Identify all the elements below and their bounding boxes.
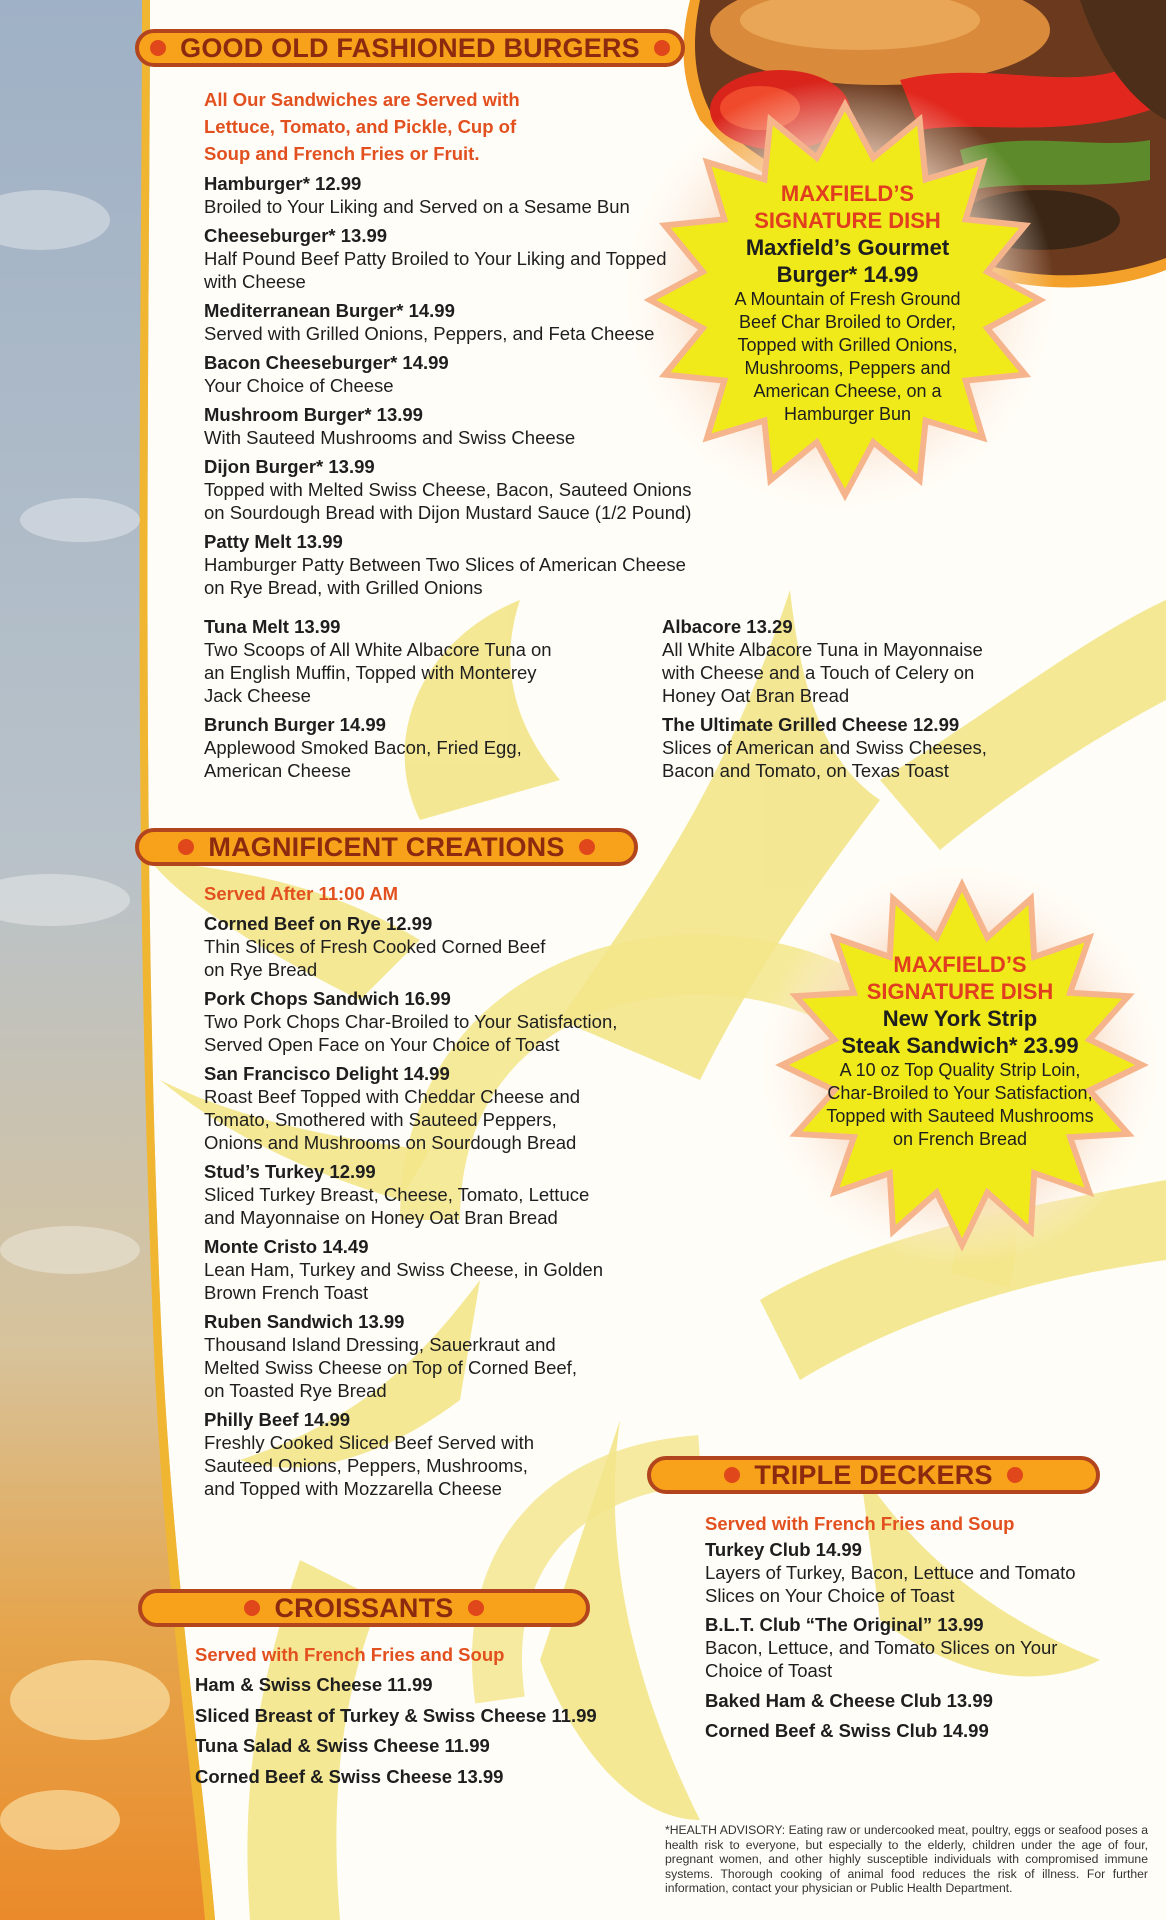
bullet-dot-icon bbox=[1007, 1467, 1023, 1483]
menu-item: Dijon Burger* 13.99 Topped with Melted Swiss Cheese, Bacon, Sauteed Onions on Sourdough Bread with Dijon Mustard Sauce (1/2 Pound) bbox=[204, 456, 692, 523]
bullet-dot-icon bbox=[654, 40, 670, 56]
burgers-subtitle: All Our Sandwiches are Served with Lettuce, Tomato, and Pickle, Cup of Soup and French Fries or Fruit. bbox=[204, 89, 520, 164]
menu-item: Turkey Club 14.99 Layers of Turkey, Bacon, Lettuce and Tomato Slices on Your Choice of Toast bbox=[705, 1539, 1076, 1606]
triple-deckers-banner bbox=[647, 1456, 1100, 1494]
menu-item: Monte Cristo 14.49 Lean Ham, Turkey and Swiss Cheese, in Golden Brown French Toast bbox=[204, 1236, 603, 1303]
menu-item: Corned Beef & Swiss Club 14.99 bbox=[705, 1720, 989, 1741]
bullet-dot-icon bbox=[579, 839, 595, 855]
menu-item: Ham & Swiss Cheese 11.99 bbox=[195, 1674, 433, 1695]
croissants-title: CROISSANTS bbox=[274, 1592, 454, 1623]
signature-dish-burger: MAXFIELD’S SIGNATURE DISH Maxfield’s Gourmet Burger* 14.99 A Mountain of Fresh Ground Beef Char Broiled to Order, Topped with Grilled Onions, Mushrooms, Peppers and American Cheese, on a Hamburger Bun bbox=[734, 181, 961, 424]
creations-subtitle: Served After 11:00 AM bbox=[204, 883, 398, 904]
croissants-banner bbox=[138, 1589, 590, 1627]
menu-item: B.L.T. Club “The Original” 13.99 Bacon, Lettuce, and Tomato Slices on Your Choice of Toast bbox=[705, 1614, 1058, 1681]
triple-deckers-section bbox=[705, 1510, 1135, 1749]
bullet-dot-icon bbox=[150, 40, 166, 56]
bullet-dot-icon bbox=[468, 1600, 484, 1616]
menu-item: Mushroom Burger* 13.99 With Sauteed Mushrooms and Swiss Cheese bbox=[204, 404, 576, 448]
croissants-subtitle: Served with French Fries and Soup bbox=[195, 1644, 505, 1665]
menu-item: Corned Beef on Rye 12.99 Thin Slices of Fresh Cooked Corned Beef on Rye Bread bbox=[204, 913, 546, 980]
burgers-title: GOOD OLD FASHIONED BURGERS bbox=[180, 32, 640, 63]
bullet-dot-icon bbox=[244, 1600, 260, 1616]
menu-item: Baked Ham & Cheese Club 13.99 bbox=[705, 1690, 993, 1711]
burgers-right-column bbox=[662, 616, 1102, 789]
menu-item: Sliced Breast of Turkey & Swiss Cheese 11.99 bbox=[195, 1704, 597, 1726]
health-advisory: *HEALTH ADVISORY: Eating raw or undercooked meat, poultry, eggs or seafood poses a health risk to everyone, but especially to the elderly, children under the age of four, pregnant women, and other highly susceptible individuals with compromised immune systems. Thorough cooking of animal food reduces the risk of illness. For further information, contact your physician or Public Health Department. bbox=[665, 1823, 1148, 1895]
bullet-dot-icon bbox=[724, 1467, 740, 1483]
menu-item: Cheeseburger* 13.99 Half Pound Beef Patty Broiled to Your Liking and Topped with Cheese bbox=[204, 225, 667, 292]
triple-deckers-title: TRIPLE DECKERS bbox=[754, 1459, 993, 1490]
menu-item: The Ultimate Grilled Cheese 12.99 Slices of American and Swiss Cheeses, Bacon and Tomato, on Texas Toast bbox=[662, 714, 987, 781]
signature-dish-steak: MAXFIELD’S SIGNATURE DISH New York Strip Steak Sandwich* 23.99 A 10 oz Top Quality Strip Loin, Char-Broiled to Your Satisfaction, Topped with Sauteed Mushrooms on French Bread bbox=[826, 952, 1094, 1149]
menu-item: Stud’s Turkey 12.99 Sliced Turkey Breast, Cheese, Tomato, Lettuce and Mayonnaise on Honey Oat Bran Bread bbox=[204, 1161, 590, 1228]
triple-deckers-subtitle: Served with French Fries and Soup bbox=[705, 1513, 1015, 1534]
menu-item: Pork Chops Sandwich 16.99 Two Pork Chops Char-Broiled to Your Satisfaction, Served Open Face on Your Choice of Toast bbox=[204, 988, 618, 1055]
croissants-section bbox=[195, 1641, 655, 1792]
menu-item: Patty Melt 13.99 Hamburger Patty Between Two Slices of American Cheese on Rye Bread, with Grilled Onions bbox=[204, 531, 686, 598]
menu-item: Mediterranean Burger* 14.99 Served with Grilled Onions, Peppers, and Feta Cheese bbox=[204, 300, 655, 344]
creations-section bbox=[204, 880, 664, 1507]
menu-item: Ruben Sandwich 13.99 Thousand Island Dressing, Sauerkraut and Melted Swiss Cheese on Top of Corned Beef, on Toasted Rye Bread bbox=[204, 1311, 577, 1401]
menu-item: Brunch Burger 14.99 Applewood Smoked Bacon, Fried Egg, American Cheese bbox=[204, 714, 522, 781]
burgers-left-column bbox=[204, 616, 644, 789]
creations-title: MAGNIFICENT CREATIONS bbox=[208, 831, 565, 862]
menu-item: Tuna Melt 13.99 Two Scoops of All White Albacore Tuna on an English Muffin, Topped with Monterey Jack Cheese bbox=[204, 616, 552, 706]
menu-item: Hamburger* 12.99 Broiled to Your Liking and Served on a Sesame Bun bbox=[204, 173, 630, 217]
menu-item: Philly Beef 14.99 Freshly Cooked Sliced Beef Served with Sauteed Onions, Peppers, Mushrooms, and Topped with Mozzarella Cheese bbox=[204, 1409, 535, 1499]
menu-item: Corned Beef & Swiss Cheese 13.99 bbox=[195, 1765, 504, 1787]
menu-item: Bacon Cheeseburger* 14.99 Your Choice of Cheese bbox=[204, 352, 449, 396]
burgers-banner bbox=[135, 29, 685, 67]
menu-item: Tuna Salad & Swiss Cheese 11.99 bbox=[195, 1735, 490, 1756]
burgers-section bbox=[204, 86, 724, 606]
menu-item: Albacore 13.29 All White Albacore Tuna in Mayonnaise with Cheese and a Touch of Celery on Honey Oat Bran Bread bbox=[662, 616, 983, 706]
creations-banner bbox=[135, 828, 638, 866]
menu-item: San Francisco Delight 14.99 Roast Beef Topped with Cheddar Cheese and Tomato, Smothered with Sauteed Peppers, Onions and Mushrooms on Sourdough Bread bbox=[204, 1063, 581, 1153]
bullet-dot-icon bbox=[178, 839, 194, 855]
